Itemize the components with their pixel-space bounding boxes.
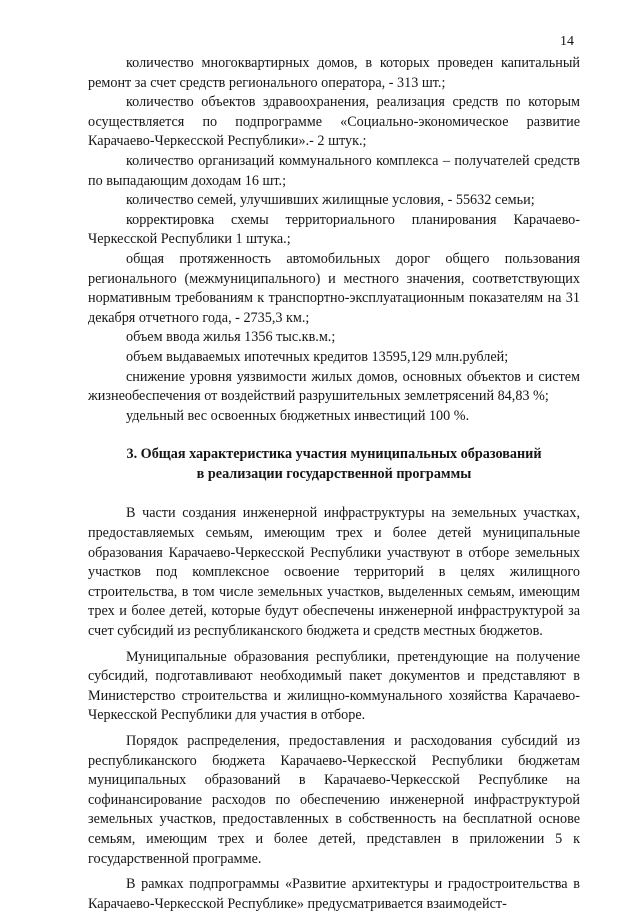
body-paragraph: Порядок распределения, предоставления и расходования субсидий из республиканского бюджета Карачаево-Черкесской Республики бюджетам муниципальных образований в Карачаево-Черкесской Республике на софинансирование расходов по обеспечению инженерной инфраструктурой земельных участков, предоставленных в собственность на бесплатной основе семьям, имеющим трех и более детей, представлен в приложении 5 к государственной программе. — [88, 733, 580, 867]
document-body — [88, 54, 580, 920]
page-number: 14 — [560, 34, 574, 49]
body-paragraph: Муниципальные образования республики, претендующие на получение субсидий, подготавливают необходимый пакет документов и представляют в Министерство строительства и жилищно-коммунального хозяйства Карачаево-Черкесской Республики для участия в отборе. — [88, 648, 580, 724]
section-title-line: в реализации государственной программы — [196, 465, 472, 482]
list-item: количество организаций коммунального комплекса – получателей средств по выпадающим доходам 16 шт.; — [88, 152, 580, 189]
section-title-line: 3. Общая характеристика участия муниципальных образований — [126, 446, 542, 463]
body-paragraph: В части создания инженерной инфраструктуры на земельных участках, предоставляемых семьям, имеющим трех и более детей муниципальные образования Карачаево-Черкесской Республики участвуют в отборе земельных участков под комплексное освоение территорий в целях жилищного строительства, в том числе земельных участков, выделенных семьям, имеющим трех и более детей, которые будут обеспечены инженерной инфраструктурой за счет субсидий из республиканского бюджета и средств местных бюджетов. — [88, 505, 580, 640]
list-item: количество объектов здравоохранения, реализация средств по которым осуществляется по подпрограмме «Социально-экономическое развитие Карачаево-Черкесской Республики».- 2 штук.; — [88, 94, 580, 150]
list-item: количество многоквартирных домов, в которых проведен капитальный ремонт за счет средств регионального оператора, - 313 шт.; — [88, 55, 580, 91]
list-item: объем выдаваемых ипотечных кредитов 13595,129 млн.рублей; — [126, 348, 509, 365]
list-item: количество семей, улучшивших жилищные условия, - 55632 семьи; — [126, 192, 535, 209]
list-item: удельный вес освоенных бюджетных инвестиций 100 %. — [126, 407, 470, 424]
list-item: объем ввода жилья 1356 тыс.кв.м.; — [126, 329, 336, 346]
list-item: общая протяженность автомобильных дорог общего пользования регионального (межмуниципального) и местного значения, соответствующих нормативным требованиям к транспортно-эксплуатационным показателям на 31 декабря отчетного года, - 2735,3 км.; — [88, 250, 580, 326]
list-item: снижение уровня уязвимости жилых домов, основных объектов и систем жизнеобеспечения от воздействий разрушительных землетрясений 84,83 %; — [88, 368, 580, 405]
list-item: корректировка схемы территориального планирования Карачаево-Черкесской Республики 1 штука.; — [88, 211, 580, 248]
body-paragraph: В рамках подпрограммы «Развитие архитектуры и градостроительства в Карачаево-Черкесской Республике» предусматривается взаимодейст- — [88, 876, 580, 912]
section-heading — [88, 445, 580, 484]
